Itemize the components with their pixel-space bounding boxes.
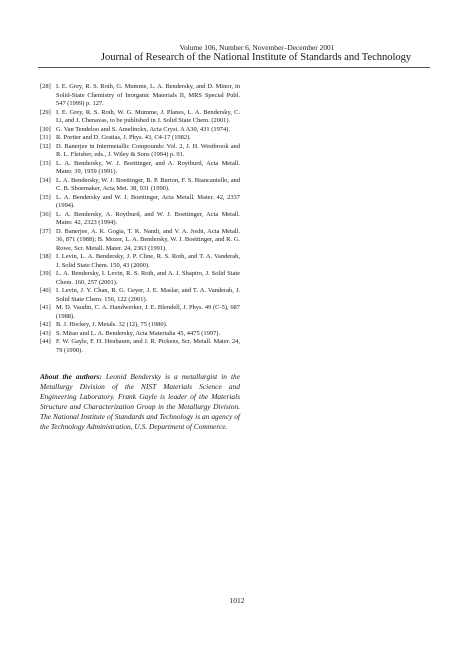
reference-text: L. A. Bendersky, I. Levin, R. S. Roth, and A. J. Shapiro, J. Solid State Chem. 160, 257 (2001). xyxy=(56,270,240,286)
volume-issue-line: Volume 106, Number 6, November–December 2001 xyxy=(179,43,335,52)
reference-item xyxy=(40,160,240,177)
reference-number: [30] xyxy=(40,125,51,133)
reference-number: [35] xyxy=(40,193,51,201)
reference-number: [31] xyxy=(40,134,51,141)
reference-item xyxy=(40,330,240,339)
reference-number: [39] xyxy=(40,270,51,277)
reference-text: L. A. Bendersky, A. Roytburd, and W. J. Boettinger, Acta Metall. Mater. 42, 2323 (1994). xyxy=(56,210,240,226)
reference-number: [41] xyxy=(40,304,51,311)
reference-text: B. J. Hockey, J. Metals. 32 (12), 75 (1980). xyxy=(56,321,168,328)
reference-text: I. Levin, L. A. Bendersky, J. P. Cline, R. S. Roth, and T. A. Vanderah, J. Solid State Chem. 150, 43 (2000). xyxy=(56,253,240,269)
reference-text: G. Van Tendeloo and S. Amelinckx, Acta Cryst. A A30, 431 (1974). xyxy=(56,125,231,133)
reference-item xyxy=(40,304,240,321)
journal-title: Journal of Research of the National Institute of Standards and Technology xyxy=(100,52,412,63)
reference-item xyxy=(40,338,240,355)
page-number: 1012 xyxy=(229,596,245,605)
reference-number: [33] xyxy=(40,159,51,167)
reference-item xyxy=(40,194,240,211)
reference-number: [43] xyxy=(40,329,51,337)
reference-item xyxy=(40,109,240,126)
reference-text: I. E. Grey, R. S. Roth, W. G. Mumme, J. Planes, L. A. Bendersky, C. Li, and J. Chenavas, to be published in J. Solid State Chem. (2001). xyxy=(56,108,240,124)
reference-text: D. Banerjee, A. K. Gogia, T. K. Nandi, and V. A. Joshi, Acta Metall. 36, 871 (1988); B. Mozer, L. A. Bendersky, W. J. Boettinger, and R. G. Rowe, Scr. Metall. Mater. 24, 2363 (1991). xyxy=(56,227,240,252)
reference-text: L. A. Bendersky and W. J. Boettinger, Acta Metall. Mater. 42, 2337 (1994). xyxy=(56,193,240,209)
about-text: Leonid Bendersky is a metallurgist in the Metallurgy Division of the NIST Materials Science and Engineering Laboratory. Frank Gayle is leader of the Materials Structure and Characterization Group in the Metallurgy Division. The National Institute of Standards and Technology is an agency of the Technology Administration, U.S. Department of Commerce. xyxy=(40,372,240,432)
reference-item xyxy=(40,228,240,254)
reference-number: [38] xyxy=(40,253,51,260)
reference-item xyxy=(40,321,240,330)
reference-item xyxy=(40,287,240,304)
reference-text: I. Levin, J. Y. Chan, R. G. Geyer, J. E. Maslar, and T. A. Vanderah, J. Solid State Chem. 156, 122 (2001). xyxy=(56,287,240,303)
reference-item xyxy=(40,134,240,143)
reference-number: [28] xyxy=(40,83,51,90)
reference-item xyxy=(40,270,240,287)
reference-number: [42] xyxy=(40,321,51,328)
reference-text: M. D. Vaudin, C. A. Handwerker, J. E. Blendell, J. Phys. 49 (C-5), 687 (1988). xyxy=(56,304,240,320)
reference-item xyxy=(40,177,240,194)
reference-text: D. Banerjee in Intermetallic Compounds: Vol. 2, J. H. Westbrook and R. L. Fleisher, eds., J. Wiley & Sons (1994) p. 91. xyxy=(56,142,240,158)
reference-text: I. E. Grey, R. S. Roth, G. Mumme, L. A. Bendersky, and D. Minor, in Solid-State Chemistry of Inorganic Materials II, MRS Special Publ. 547 (1999) p. 127. xyxy=(56,83,240,107)
reference-item xyxy=(40,83,240,109)
about-label: About the authors: xyxy=(40,372,102,381)
reference-text: F. W. Gayle, F. H. Heubaum, and J. R. Pickens, Scr. Metall. Mater. 24, 79 (1990). xyxy=(56,338,240,354)
reference-item xyxy=(40,143,240,160)
reference-text: R. Portier and D. Gratias, J. Phys. 43, C4-17 (1982). xyxy=(56,134,191,141)
reference-list xyxy=(40,83,240,355)
running-header xyxy=(0,43,474,64)
reference-text: L. A. Bendersky, W. J. Boettinger, and A. Roytburd, Acta Metall. Mater. 39, 1959 (1991). xyxy=(56,159,240,175)
reference-number: [29] xyxy=(40,108,51,116)
header-rule xyxy=(38,67,430,68)
reference-number: [44] xyxy=(40,338,51,345)
reference-number: [32] xyxy=(40,142,51,150)
reference-number: [40] xyxy=(40,287,51,294)
reference-number: [36] xyxy=(40,210,51,218)
reference-item xyxy=(40,126,240,135)
reference-number: [34] xyxy=(40,176,51,184)
reference-text: L. A. Bendersky, W. J. Boettinger, B. P. Burton, F. S. Biancaniello, and C. B. Shoemaker, Acta Met. 38, 931 (1990). xyxy=(56,176,240,192)
reference-text: S. Mitao and L. A. Bendersky, Acta Materialia 45, 4475 (1997). xyxy=(56,329,221,337)
about-the-authors xyxy=(40,372,240,433)
reference-item xyxy=(40,253,240,270)
reference-number: [37] xyxy=(40,227,51,235)
reference-item xyxy=(40,211,240,228)
